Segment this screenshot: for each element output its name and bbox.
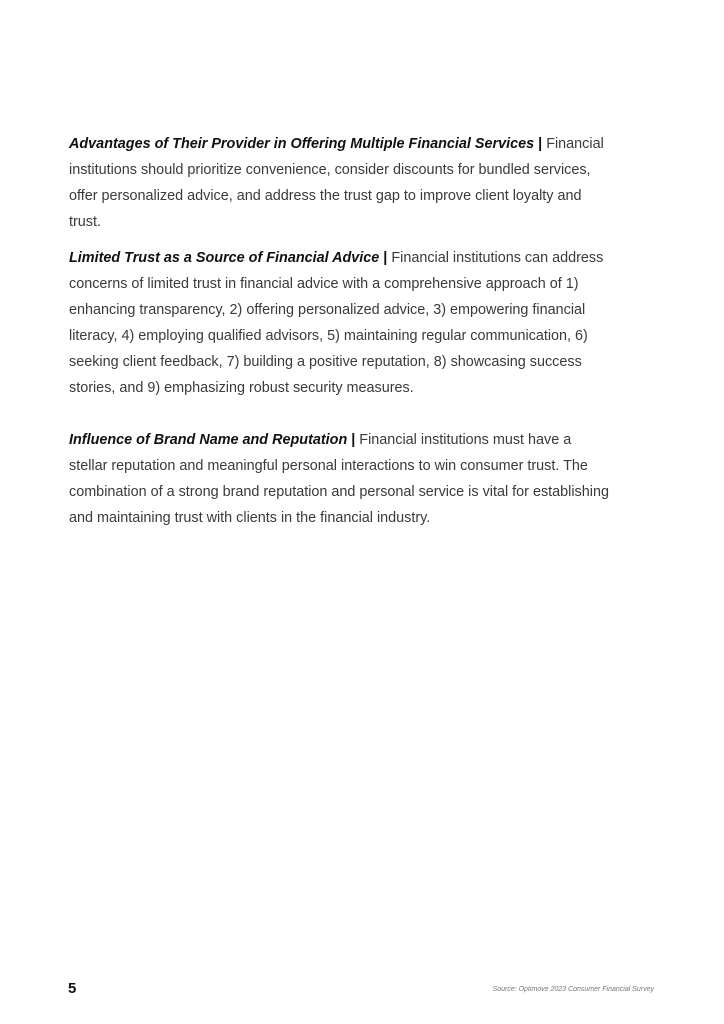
heading-separator: | [538,136,543,152]
main-content [69,131,609,531]
page-number: 5 [68,980,77,997]
heading-separator: | [383,250,388,266]
section-heading: Influence of Brand Name and Reputation [69,432,348,448]
section-body: Financial institutions must have a stellar reputation and meaningful personal interactions to win consumer trust. The combination of a strong brand reputation and personal service is vital for establishing and maintaining trust with clients in the financial industry. [69,432,609,526]
section-provider-advantages [69,131,609,235]
section-body: Financial institutions should prioritize convenience, consider discounts for bundled services, offer personalized advice, and address the trust gap to improve client loyalty and trust. [69,136,604,230]
section-heading: Advantages of Their Provider in Offering Multiple Financial Services [69,136,535,152]
section-brand-reputation [69,427,609,531]
section-body: Financial institutions can address concerns of limited trust in financial advice with a comprehensive approach of 1) enhancing transparency, 2) offering personalized advice, 3) empowering financial literacy, 4) employing qualified advisors, 5) maintaining regular communication, 6) seeking client feedback, 7) building a positive reputation, 8) showcasing success stories, and 9) emphasizing robust security measures. [69,250,604,396]
section-limited-trust [69,245,609,401]
heading-separator: | [351,432,356,448]
section-heading: Limited Trust as a Source of Financial Advice [69,250,380,266]
source-note: Source: Optimove 2023 Consumer Financial Survey [492,986,654,993]
